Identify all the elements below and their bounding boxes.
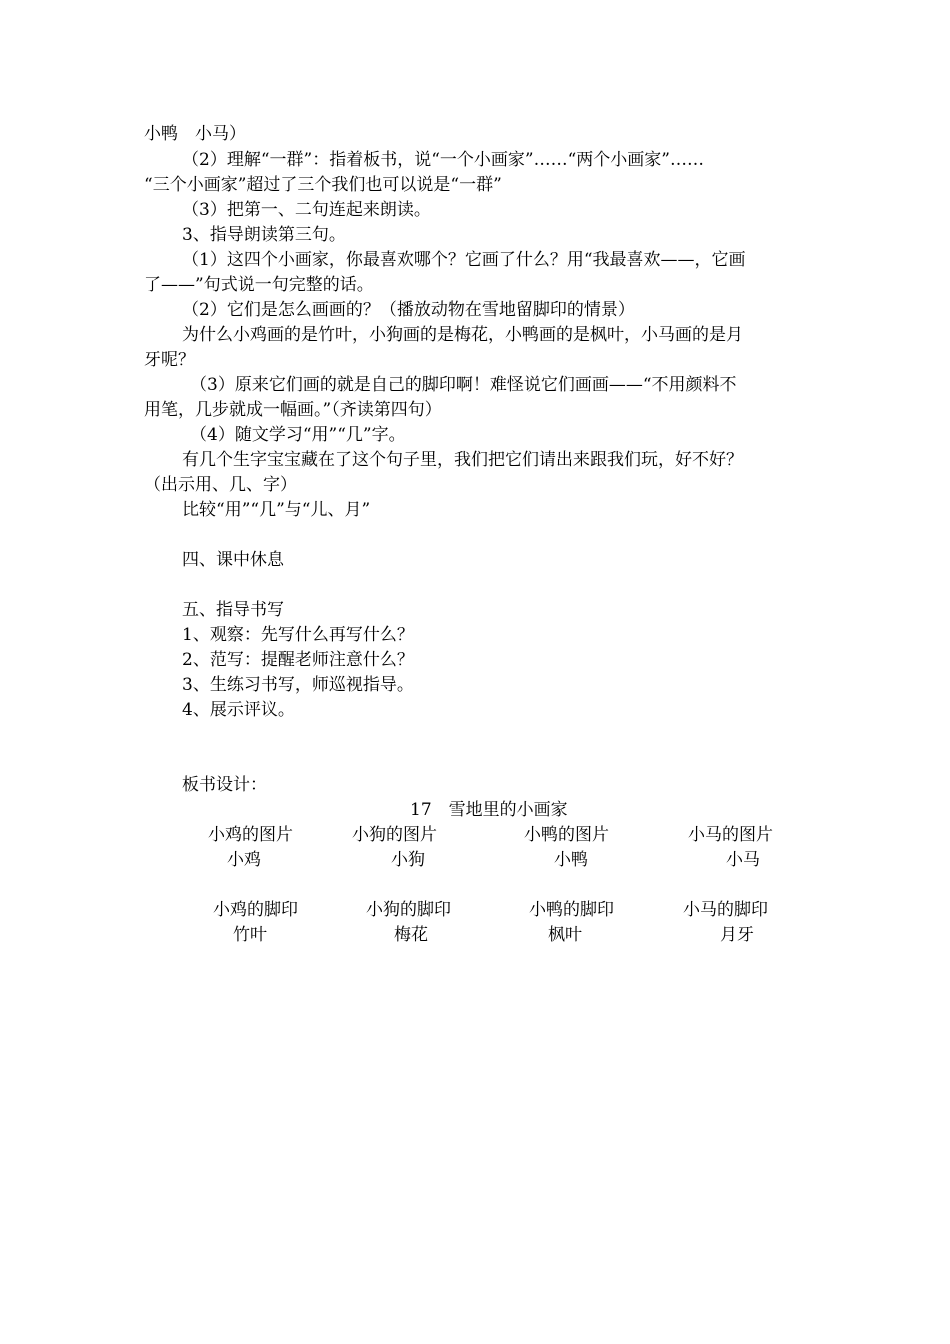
text-line: 为什么小鸡画的是竹叶，小狗画的是梅花，小鸭画的是枫叶，小马画的是月 bbox=[182, 325, 743, 345]
text-line: （3）原来它们画的就是自己的脚印啊！难怪说它们画画——“不用颜料不 bbox=[190, 375, 737, 395]
board-title: 17 雪地里的小画家 bbox=[410, 800, 568, 820]
text-line: 了——”句式说一句完整的话。 bbox=[144, 275, 374, 295]
board-animal-name: 小鸡 bbox=[227, 850, 261, 870]
board-footprint-label: 小狗的脚印 bbox=[366, 900, 451, 920]
board-drawing-name: 枫叶 bbox=[548, 925, 582, 945]
text-line: 有几个生字宝宝藏在了这个句子里，我们把它们请出来跟我们玩，好不好？ bbox=[182, 450, 743, 470]
board-picture-label: 小鸭的图片 bbox=[524, 825, 609, 845]
text-line: 牙呢？ bbox=[144, 350, 195, 370]
board-picture-label: 小鸡的图片 bbox=[208, 825, 293, 845]
board-picture-label: 小狗的图片 bbox=[352, 825, 437, 845]
text-line: 1、观察：先写什么再写什么？ bbox=[182, 625, 414, 645]
board-animal-name: 小鸭 bbox=[554, 850, 588, 870]
text-line: （1）这四个小画家，你最喜欢哪个？它画了什么？用“我最喜欢——，它画 bbox=[182, 250, 746, 270]
text-line: 用笔，几步就成一幅画。”（齐读第四句） bbox=[144, 400, 442, 420]
board-drawing-name: 月牙 bbox=[720, 925, 754, 945]
text-line: （3）把第一、二句连起来朗读。 bbox=[182, 200, 431, 220]
text-line: （4）随文学习“用”“几”字。 bbox=[190, 425, 406, 445]
board-drawing-name: 梅花 bbox=[394, 925, 428, 945]
board-animal-name: 小马 bbox=[726, 850, 760, 870]
text-line: 4、展示评议。 bbox=[182, 700, 295, 720]
section-heading: 五、指导书写 bbox=[182, 600, 284, 620]
board-footprint-label: 小鸡的脚印 bbox=[213, 900, 298, 920]
text-line: 小鸭 小马） bbox=[144, 124, 246, 144]
text-line: “三个小画家”超过了三个我们也可以说是“一群” bbox=[144, 175, 502, 195]
board-design-label: 板书设计： bbox=[182, 775, 267, 795]
text-line: 比较“用”“几”与“儿、月” bbox=[182, 500, 371, 520]
board-footprint-label: 小马的脚印 bbox=[683, 900, 768, 920]
text-line: 3、指导朗读第三句。 bbox=[182, 225, 346, 245]
text-line: 3、生练习书写，师巡视指导。 bbox=[182, 675, 414, 695]
text-line: （2）理解“一群”：指着板书，说“一个小画家”……“两个小画家”…… bbox=[182, 150, 704, 170]
text-line: 2、范写：提醒老师注意什么？ bbox=[182, 650, 414, 670]
text-line: （2）它们是怎么画画的？（播放动物在雪地留脚印的情景） bbox=[182, 300, 635, 320]
board-drawing-name: 竹叶 bbox=[233, 925, 267, 945]
board-footprint-label: 小鸭的脚印 bbox=[529, 900, 614, 920]
board-animal-name: 小狗 bbox=[391, 850, 425, 870]
text-line: （出示用、几、字） bbox=[144, 475, 297, 495]
board-picture-label: 小马的图片 bbox=[688, 825, 773, 845]
section-heading: 四、课中休息 bbox=[182, 550, 284, 570]
